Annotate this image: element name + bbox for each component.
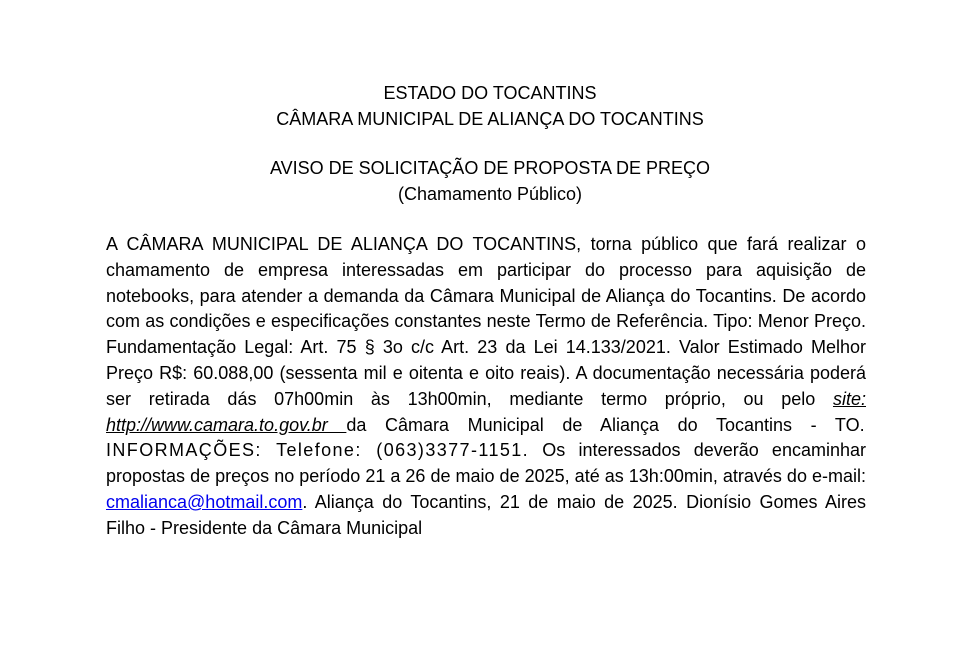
state-heading: ESTADO DO TOCANTINS bbox=[383, 83, 597, 103]
body-text-part5: . Aliança do Tocantins, 21 de maio de 2025. Dionísio Gomes Aires Filho - Presidente da Câmara Municipal bbox=[106, 491, 866, 538]
contact-info: . INFORMAÇÕES: Telefone: (063)3377-1151. bbox=[106, 414, 866, 461]
site-link[interactable]: site: http://www.camara.to.gov.br bbox=[106, 388, 866, 435]
body-text-part4: Os interessados deverão encaminhar propostas de preços no período 21 a 26 de maio de 2025, até as 13h:00min, através do e-mail: bbox=[106, 440, 866, 487]
email-link[interactable]: cmalianca@hotmail.com bbox=[106, 491, 303, 512]
document-header bbox=[0, 80, 980, 132]
body-text-part2: da Câmara Municipal de Aliança do Tocantins - TO bbox=[346, 414, 860, 435]
notice-title: AVISO DE SOLICITAÇÃO DE PROPOSTA DE PREÇO bbox=[269, 158, 711, 178]
notice-subtitle: (Chamamento Público) bbox=[397, 184, 583, 204]
chamber-heading: CÂMARA MUNICIPAL DE ALIANÇA DO TOCANTINS bbox=[276, 109, 704, 129]
notice-body bbox=[106, 232, 866, 542]
notice-header bbox=[0, 155, 980, 207]
body-text-part1: A CÂMARA MUNICIPAL DE ALIANÇA DO TOCANTINS, torna público que fará realizar o chamamento de empresa interessadas em participar do processo para aquisição de notebooks, para atender a demanda da Câmara Municipal de Aliança do Tocantins. De acordo com as condições e especificações constantes neste Termo de Referência. Tipo: Menor Preço. Fundamentação Legal: Art. 75 § 3o c/c Art. 23 da Lei 14.133/2021. Valor Estimado Melhor Preço R$: 60.088,00 (sessenta mil e oitenta e oito reais). A documentação necessária poderá ser retirada dás 07h00min às 13h00min, mediante termo próprio, ou pelo bbox=[106, 234, 866, 409]
